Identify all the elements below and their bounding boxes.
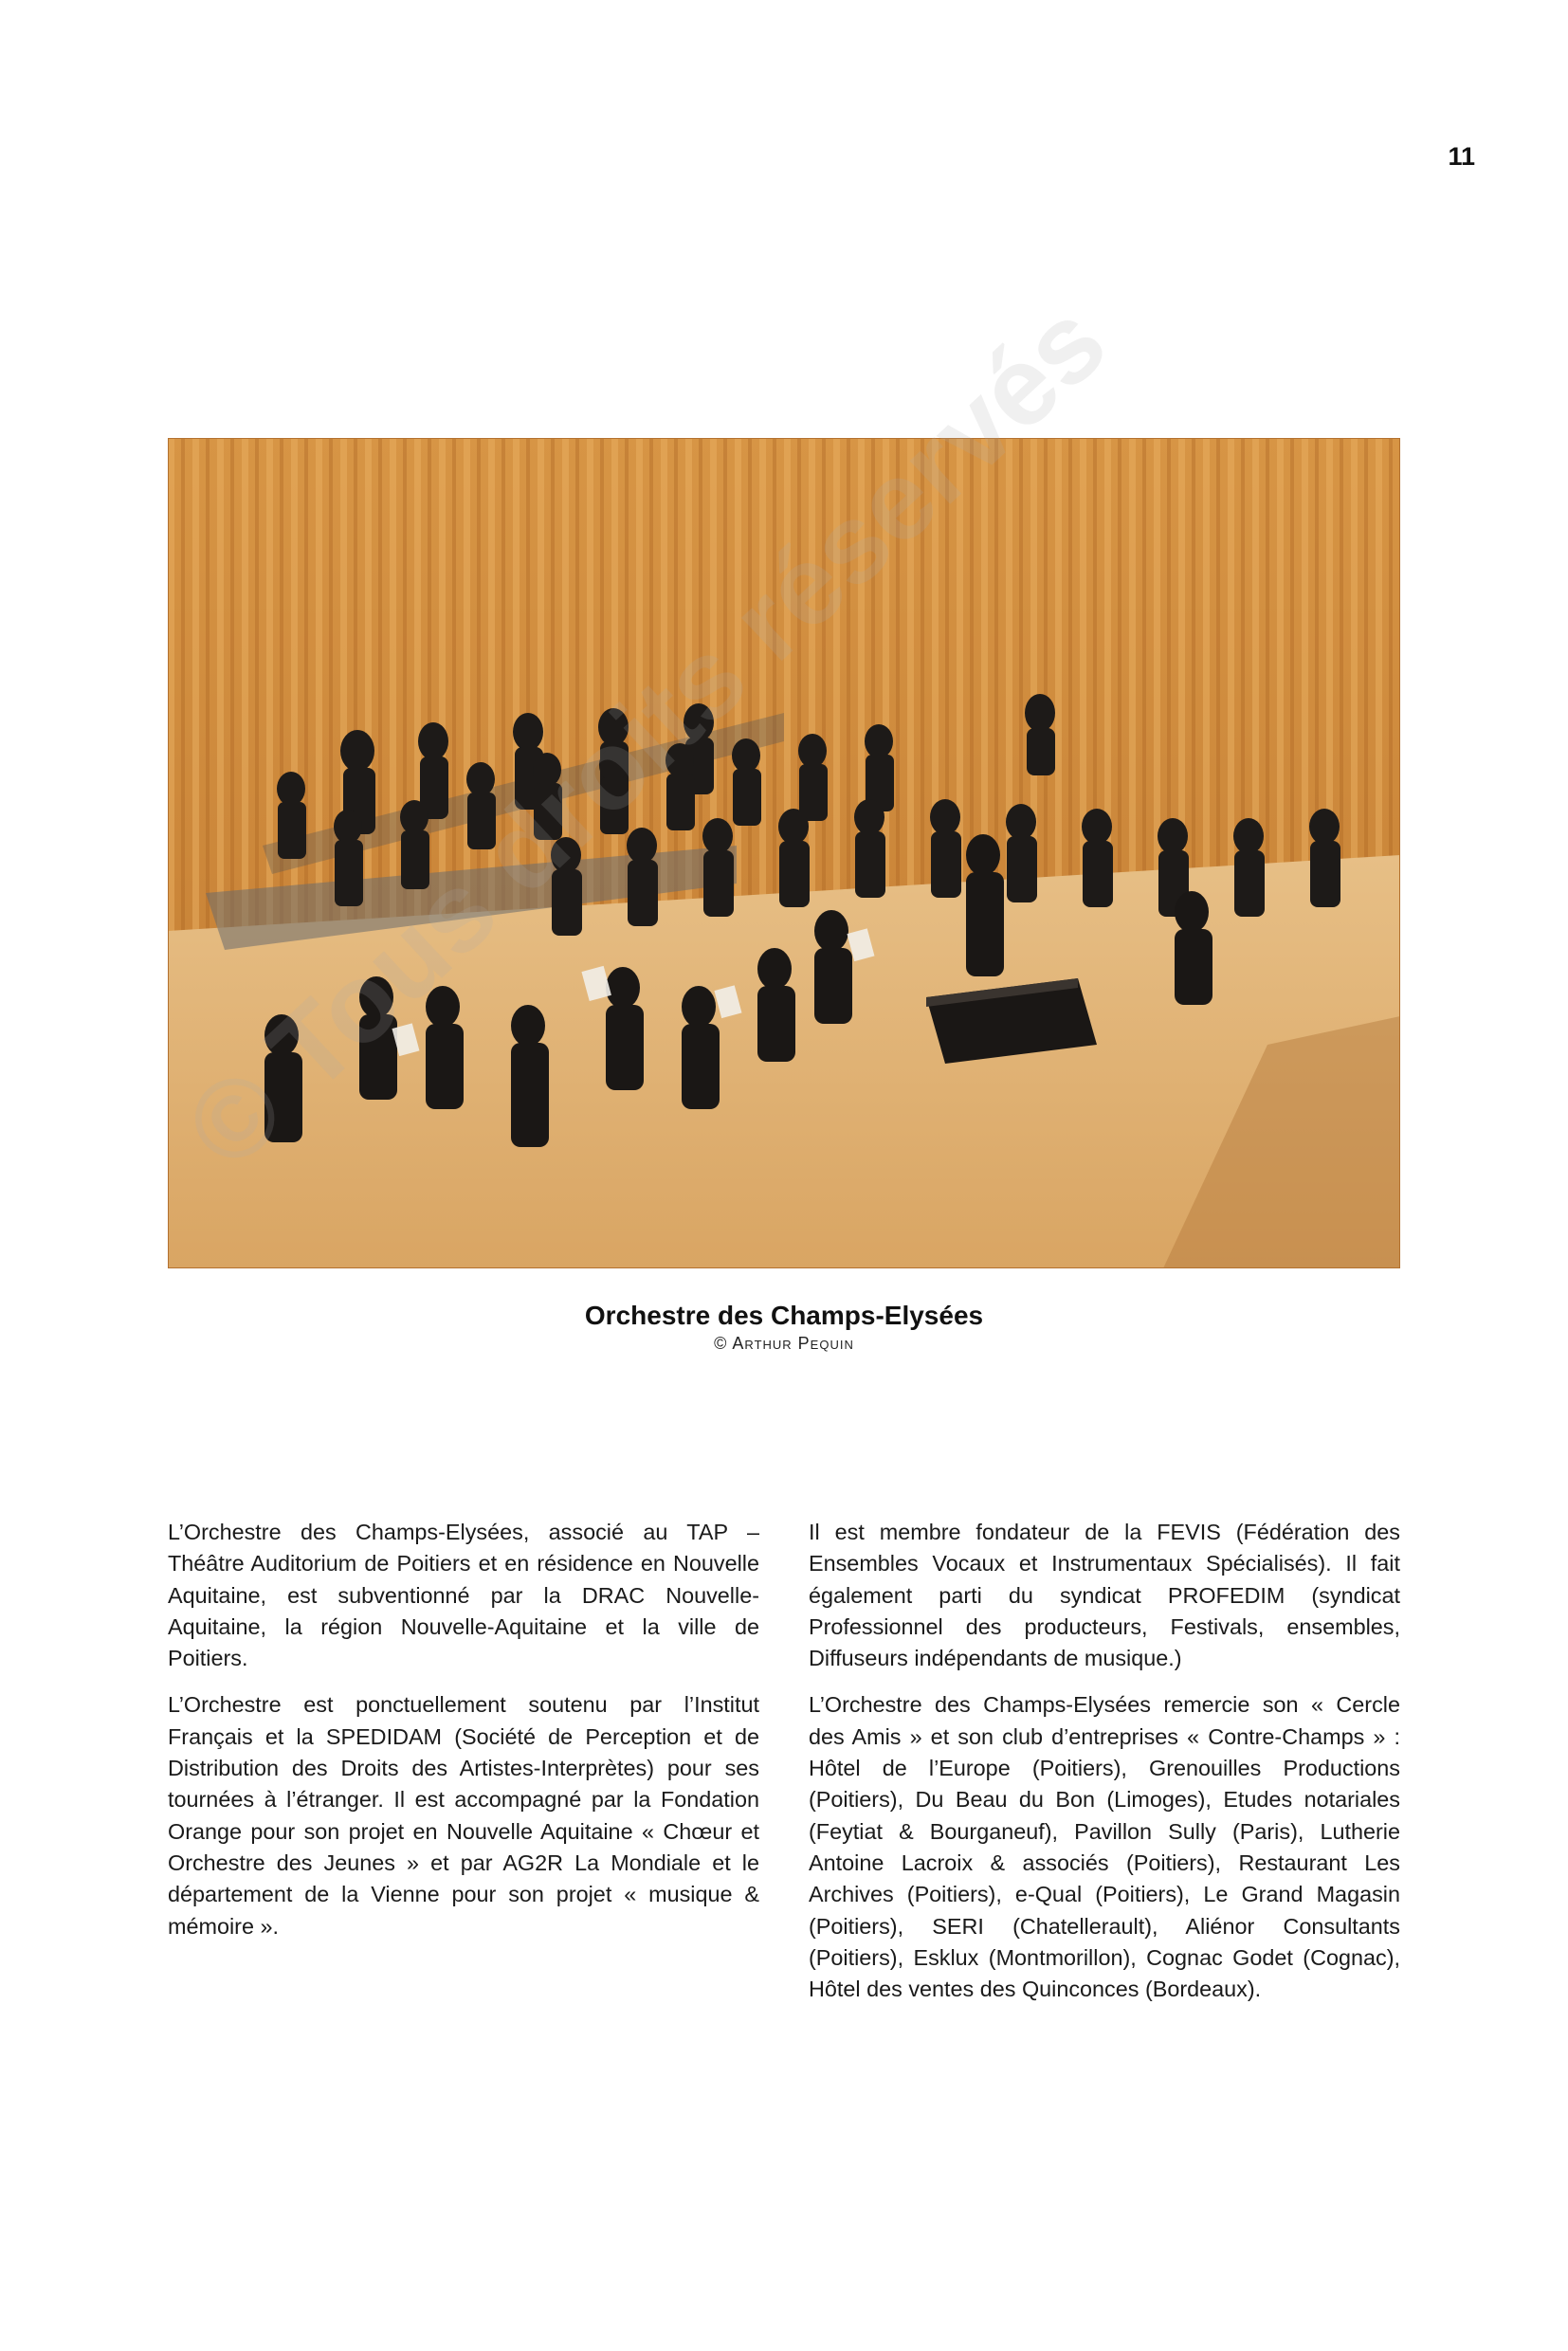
orchestra-photo-illustration [168,438,1400,1268]
left-text-column [168,1517,759,1958]
paragraph: L’Orchestre des Champs-Elysées remercie son « Cercle des Amis » et son club d’entreprises « Contre-Champs » : Hôtel de l’Europe (Poitiers), Grenouilles Productions (Poitiers), Du Beau du Bon (Limoges), Etudes notariales (Feytiat & Bourganeuf), Pavillon Sully (Paris), Lutherie Antoine Lacroix & associés (Poitiers), Restaurant Les Archives (Poitiers), e-Qual (Poitiers), Le Grand Magasin (Poitiers), SERI (Chatellerault), Aliénor Consultants (Poitiers), Esklux (Montmorillon), Cognac Godet (Cognac), Hôtel des ventes des Quinconces (Bordeaux). [809,1692,1400,2002]
photo-caption [0,1299,1568,1354]
paragraph: L’Orchestre est ponctuellement soutenu par l’Institut Français et la SPEDIDAM (Société de Perception et de Distribution des Droits des Artistes-Interprètes) pour ses tournées à l’étranger. Il est accompagné par la Fondation Orange pour son projet en Nouvelle Aquitaine « Chœur et Orchestre des Jeunes » et par AG2R La Mondiale et le département de la Vienne pour son projet « musique & mémoire ». [168,1692,759,1939]
right-text-column [809,1517,1400,2020]
caption-credit: © Arthur Pequin [714,1334,854,1353]
caption-title: Orchestre des Champs-Elysées [584,1301,984,1330]
page-number: 11 [1448,142,1475,171]
orchestra-photo [168,438,1400,1268]
paragraph: L’Orchestre des Champs-Elysées, associé au TAP – Théâtre Auditorium de Poitiers et en résidence en Nouvelle Aquitaine, est subventionné par la DRAC Nouvelle-Aquitaine, la région Nouvelle-Aquitaine et la ville de Poitiers. [168,1520,759,1671]
paragraph: Il est membre fondateur de la FEVIS (Fédération des Ensembles Vocaux et Instrumentaux Spécialisés). Il fait également parti du syndicat PROFEDIM (syndicat Professionnel des producteurs, Festivals, ensembles, Diffuseurs indépendants de musique.) [809,1520,1400,1671]
